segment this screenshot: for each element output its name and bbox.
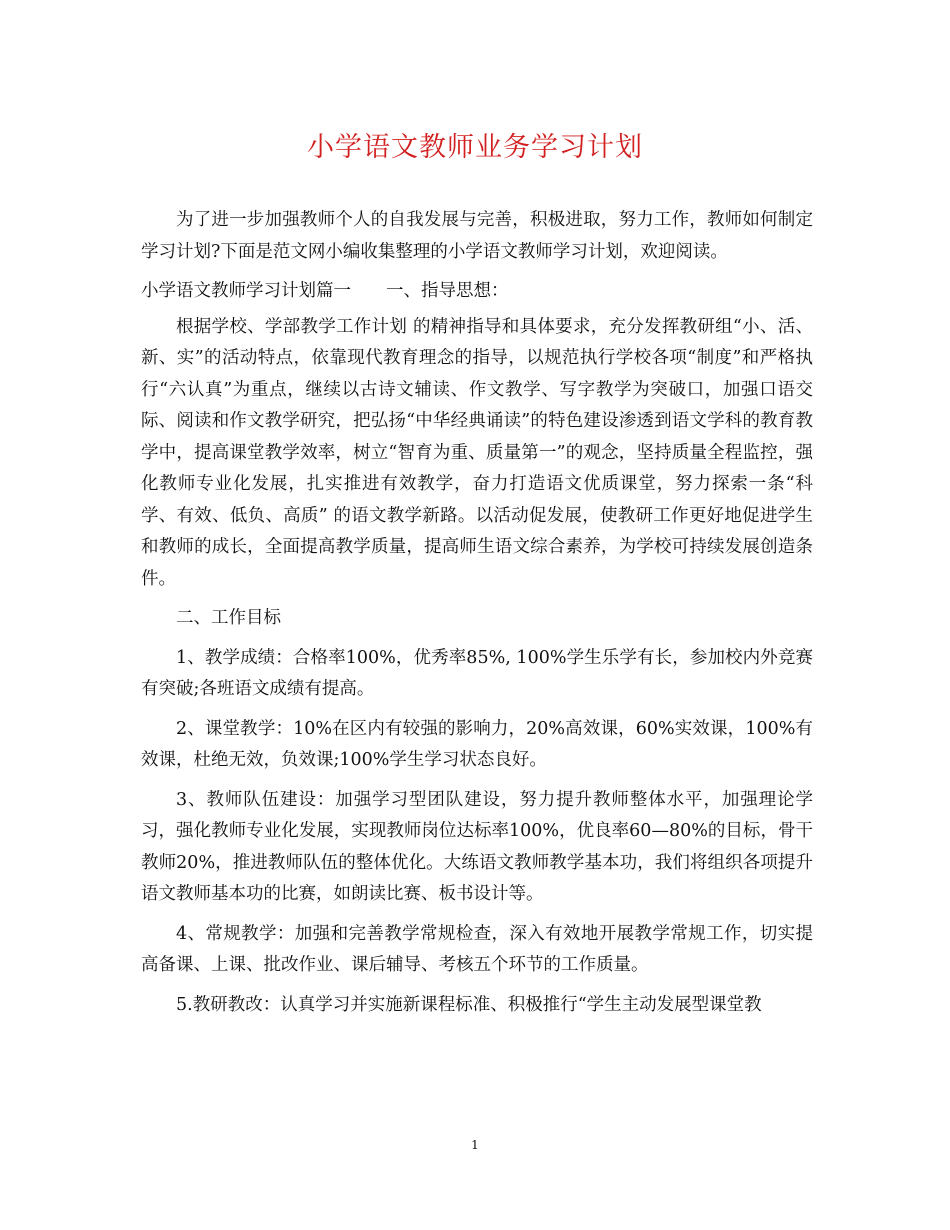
document-body [141,205,813,1021]
section-heading: 小学语文教师学习计划篇一 一、指导思想： [141,281,509,301]
goal-item-5: 5.教研教改：认真学习并实施新课程标准、积极推行“学生主动发展型课堂教 [176,994,762,1015]
guiding-paragraph: 根据学校、学部教学工作计划 的精神指导和具体要求，充分发挥教研组“小、活、新、实”的活动特点，依靠现代教育理念的指导，以规范执行学校各项“制度”和严格执行“六认真”为重点，继续以古诗文辅读、作文教学、写字教学为突破口，加强口语交际、阅读和作文教学研究，把弘扬“中华经典诵读”的特色建设渗透到语文学科的教育教学中，提高课堂教学效率，树立“智育为重、质量第一”的观念，坚持质量全程监控，强化教师专业化发展，扎实推进有效教学，奋力打造语文优质课堂，努力探索一条“科学、有效、低负、高质” 的语文教学新路。以活动促发展，使教研工作更好地促进学生和教师的成长，全面提高教学质量，提高师生语文综合素养，为学校可持续发展创造条件。 [141,316,813,589]
goal-item-3: 3、教师队伍建设：加强学习型团队建设，努力提升教师整体水平，加强理论学习，强化教师专业化发展，实现教师岗位达标率100%，优良率60—80%的目标，骨干教师20%，推进教师队伍的整体优化。大练语文教师教学基本功，我们将组织各项提升语文教师基本功的比赛，如朗读比赛、板书设计等。 [141,789,813,904]
document-title: 小学语文教师业务学习计划 [307,132,643,163]
intro-paragraph: 为了进一步加强教师个人的自我发展与完善，积极进取，努力工作，教师如何制定学习计划?下面是范文网小编收集整理的小学语文教师学习计划，欢迎阅读。 [141,210,813,262]
goal-item-4: 4、常规教学：加强和完善教学常规检查，深入有效地开展教学常规工作，切实提高备课、上课、批改作业、课后辅导、考核五个环节的工作质量。 [141,923,813,975]
goal-item-2: 2、课堂教学：10%在区内有较强的影响力，20%高效课，60%实效课，100%有效课，杜绝无效，负效课;100%学生学习状态良好。 [141,718,813,770]
goals-heading: 二、工作目标 [176,608,281,628]
page-number: 1 [471,1138,479,1152]
goal-item-1: 1、教学成绩：合格率100%，优秀率85%, 100%学生乐学有长，参加校内外竞赛有突破;各班语文成绩有提高。 [141,647,813,699]
